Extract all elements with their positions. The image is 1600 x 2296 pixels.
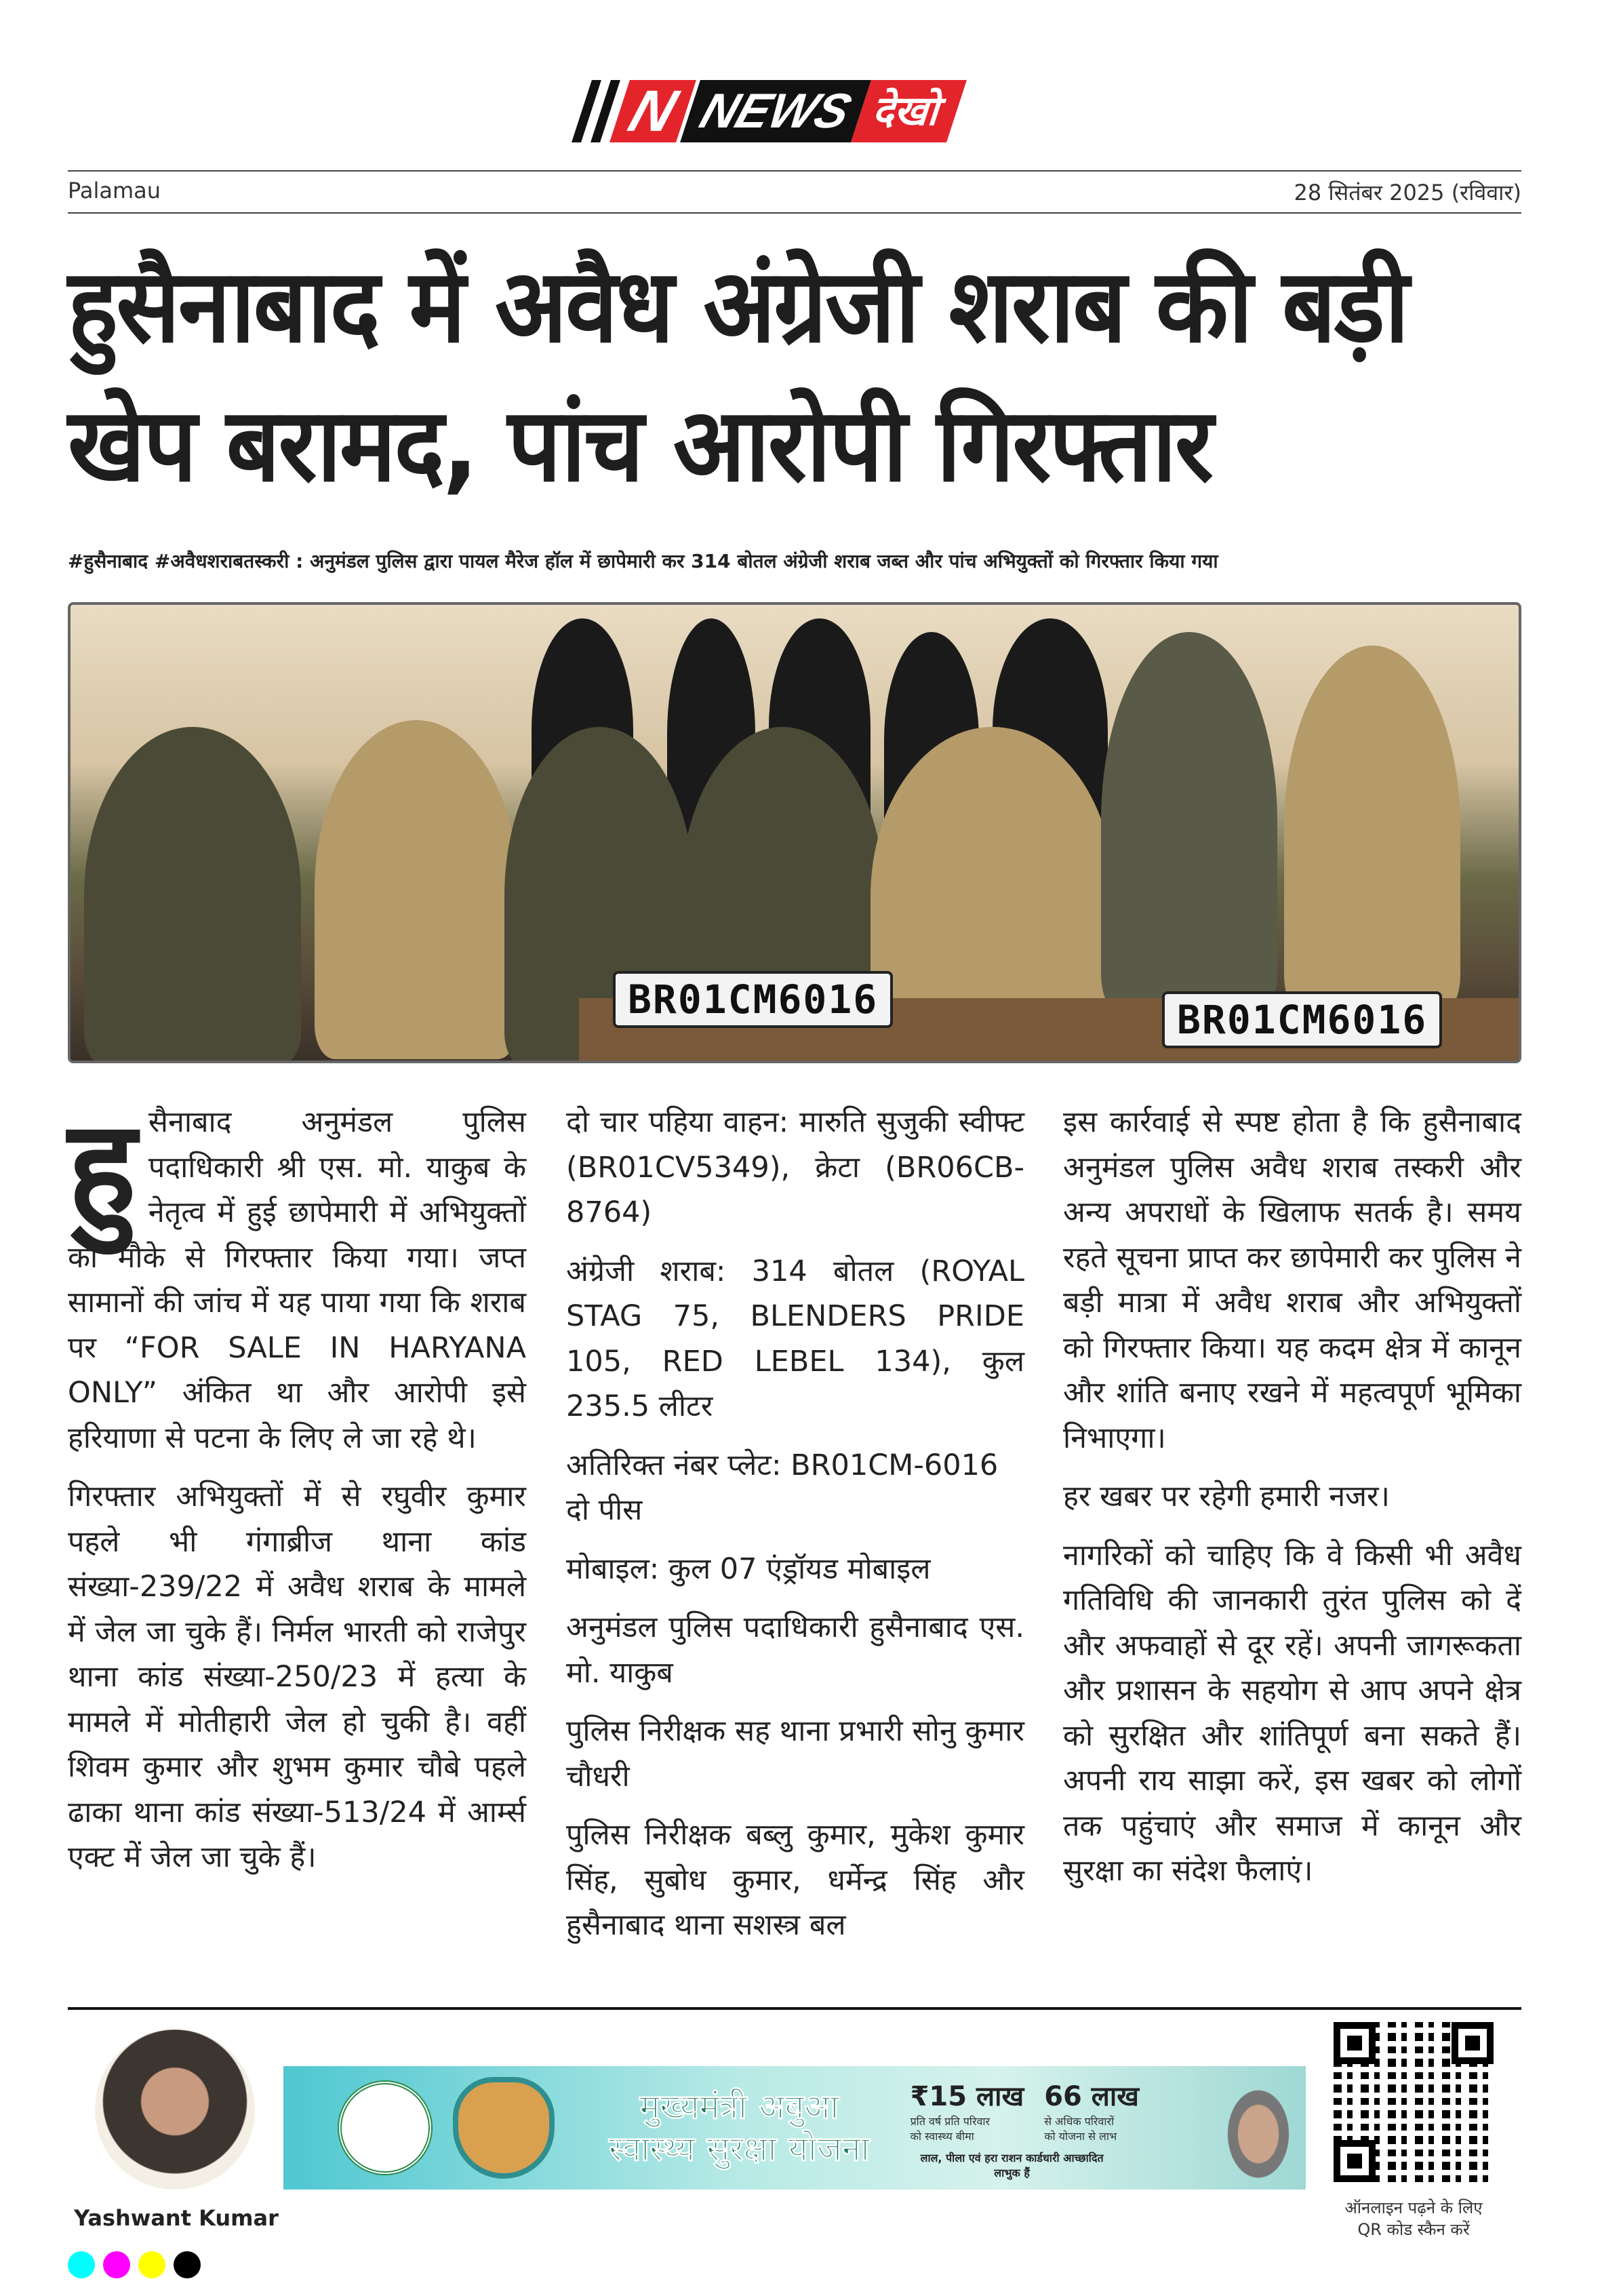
yellow-registration-dot [138,2251,165,2278]
person-officer [1101,632,1277,1012]
qr-finder [1334,2140,1376,2182]
paragraph: पुलिस निरीक्षक सह थाना प्रभारी सोनु कुमार चौधरी [566,1714,1024,1794]
cyan-registration-dot [68,2251,95,2278]
paragraph: दो चार पहिया वाहन: मारुति सुजुकी स्वीफ्ट (BR01CV5349), क्रेटा (BR06CB-8764) [566,1105,1024,1229]
banner-title: मुख्यमंत्री अबुआ स्वास्थ्य सुरक्षा योजना [609,2087,870,2169]
location: Palamau [68,178,161,203]
qr-finder [1334,2022,1376,2064]
banner-note: लाल, पीला एवं हरा राशन कार्डधारी आच्छादित लाभुक हैं [920,2151,1104,2179]
paragraph: पुलिस निरीक्षक बब्लु कुमार, मुकेश कुमार सिंह, सुबोध कुमार, धर्मेन्द्र सिंह और हुसैनाबाद थाना सशस्त्र बल [566,1818,1024,1942]
paragraph: हर खबर पर रहेगी हमारी नजर। [1063,1480,1390,1513]
person-officer [84,727,301,1063]
qr-finder [1452,2022,1494,2064]
subheadline: #हुसैनाबाद #अवैधशराबतस्करी : अनुमंडल पुलिस द्वारा पायल मैरेज हॉल में छापेमारी कर 314 बोतल अंग्रेजी शराब जब्त और पांच अभियुक्तों को गिरफ्तार किया गया [68,550,1218,572]
dropcap: हु [68,1092,136,1242]
logo-dekho: देखो [851,80,966,142]
news-dekho-logo[interactable] [572,80,966,142]
paragraph: गिरफ्तार अभियुक्तों में से रघुवीर कुमार पहले भी गंगाब्रीज थाना कांड संख्या-239/22 में अवैध शराब के मामले में जेल जा चुके हैं। निर्मल भारती को राजेपुर थाना कांड संख्या-250/23 में हत्या के मामले में मोतीहारी जेल हो चुकी है। वहीं शिवम कुमार और शुभम कुमार चौबे पहले ढाका थाना कांड संख्या-513/24 में आर्म्स एक्ट में जेल जा चुके हैं। [68,1480,526,1874]
date: 28 सितंबर 2025 (रविवार) [1294,180,1521,205]
article-column-3 [1063,1100,1521,1907]
author-avatar [95,2030,255,2190]
number-plate: BR01CM6016 [613,971,893,1028]
banner-stat: 66 लाख से अधिक परिवारों को योजना से लाभ [1044,2080,1139,2143]
meta-rule [68,212,1521,214]
paragraph: इस कार्रवाई से स्पष्ट होता है कि हुसैनाबाद अनुमंडल पुलिस अवैध शराब तस्करी और अन्य अपराधों के खिलाफ सतर्क है। समय रहते सूचना प्राप्त कर छापेमारी कर पुलिस ने बड़ी मात्रा में अवैध शराब और अभियुक्तों को गिरफ्तार किया। यह कदम क्षेत्र में कानून और शांति बनाए रखने में महत्वपूर्ण भूमिका निभाएगा। [1063,1105,1521,1455]
number-plate: BR01CM6016 [1162,991,1442,1048]
qr-caption: ऑनलाइन पढ़ने के लिए QR कोड स्कैन करें [1344,2198,1483,2239]
paragraph [68,1092,526,1461]
black-registration-dot [174,2251,201,2278]
portrait [1211,2066,1306,2190]
magenta-registration-dot [103,2251,130,2278]
paragraph-text: सैनाबाद अनुमंडल पुलिस पदाधिकारी श्री एस. मो. याकुब के नेतृत्व में हुई छापेमारी में अभियुक्तों को मौके से गिरफ्तार किया गया। जप्त सामानों की जांच में यह पाया गया कि शराब पर “FOR SALE IN HARYANA ONLY” अंकित था और आरोपी इसे हरियाणा से पटना के लिए ले जा रहे थे। [68,1105,526,1455]
logo-news: NEWS [680,80,871,142]
logo-n: N [609,80,696,142]
government-seal-icon [338,2080,433,2175]
person-officer [1284,646,1460,1012]
article-column-2 [566,1100,1024,1962]
person-officer [315,720,518,1059]
ad-banner[interactable] [283,2066,1306,2190]
banner-stat: ₹15 लाख प्रति वर्ष प्रति परिवार को स्वास्थ्य बीमा [910,2080,1024,2143]
paragraph: मोबाइल: कुल 07 एंड्रॉयड मोबाइल [566,1551,931,1586]
paragraph: अंग्रेजी शराब: 314 बोतल (ROYAL STAG 75, BLENDERS PRIDE 105, RED LEBEL 134), कुल 235.5 लीटर [566,1254,1024,1423]
headline: हुसैनाबाद में अवैध अंग्रेजी शराब की बड़ी खेप बरामद, पांच आरोपी गिरफ्तार [68,248,1407,504]
paragraph: अतिरिक्त नंबर प्लेट: BR01CM-6016 दो पीस [566,1448,999,1527]
top-rule [68,170,1521,172]
author-name: Yashwant Kumar [74,2205,279,2231]
footer-rule [68,2007,1521,2010]
heart-stethoscope-icon [453,2077,555,2179]
news-photo [68,602,1521,1063]
article-column-1 [68,1092,526,1894]
paragraph: अनुमंडल पुलिस पदाधिकारी हुसैनाबाद एस. मो. याकुब [566,1610,1024,1690]
paragraph: नागरिकों को चाहिए कि वे किसी भी अवैध गतिविधि की जानकारी तुरंत पुलिस को दें और अफवाहों से दूर रहें। अपनी जागरूकता और प्रशासन के सहयोग से आप अपने क्षेत्र को सुरक्षित और शांतिपूर्ण बना सकते हैं। अपनी राय साझा करें, इस खबर को लोगों तक पहुंचाएं और समाज में कानून और सुरक्षा का संदेश फैलाएं। [1063,1538,1521,1888]
